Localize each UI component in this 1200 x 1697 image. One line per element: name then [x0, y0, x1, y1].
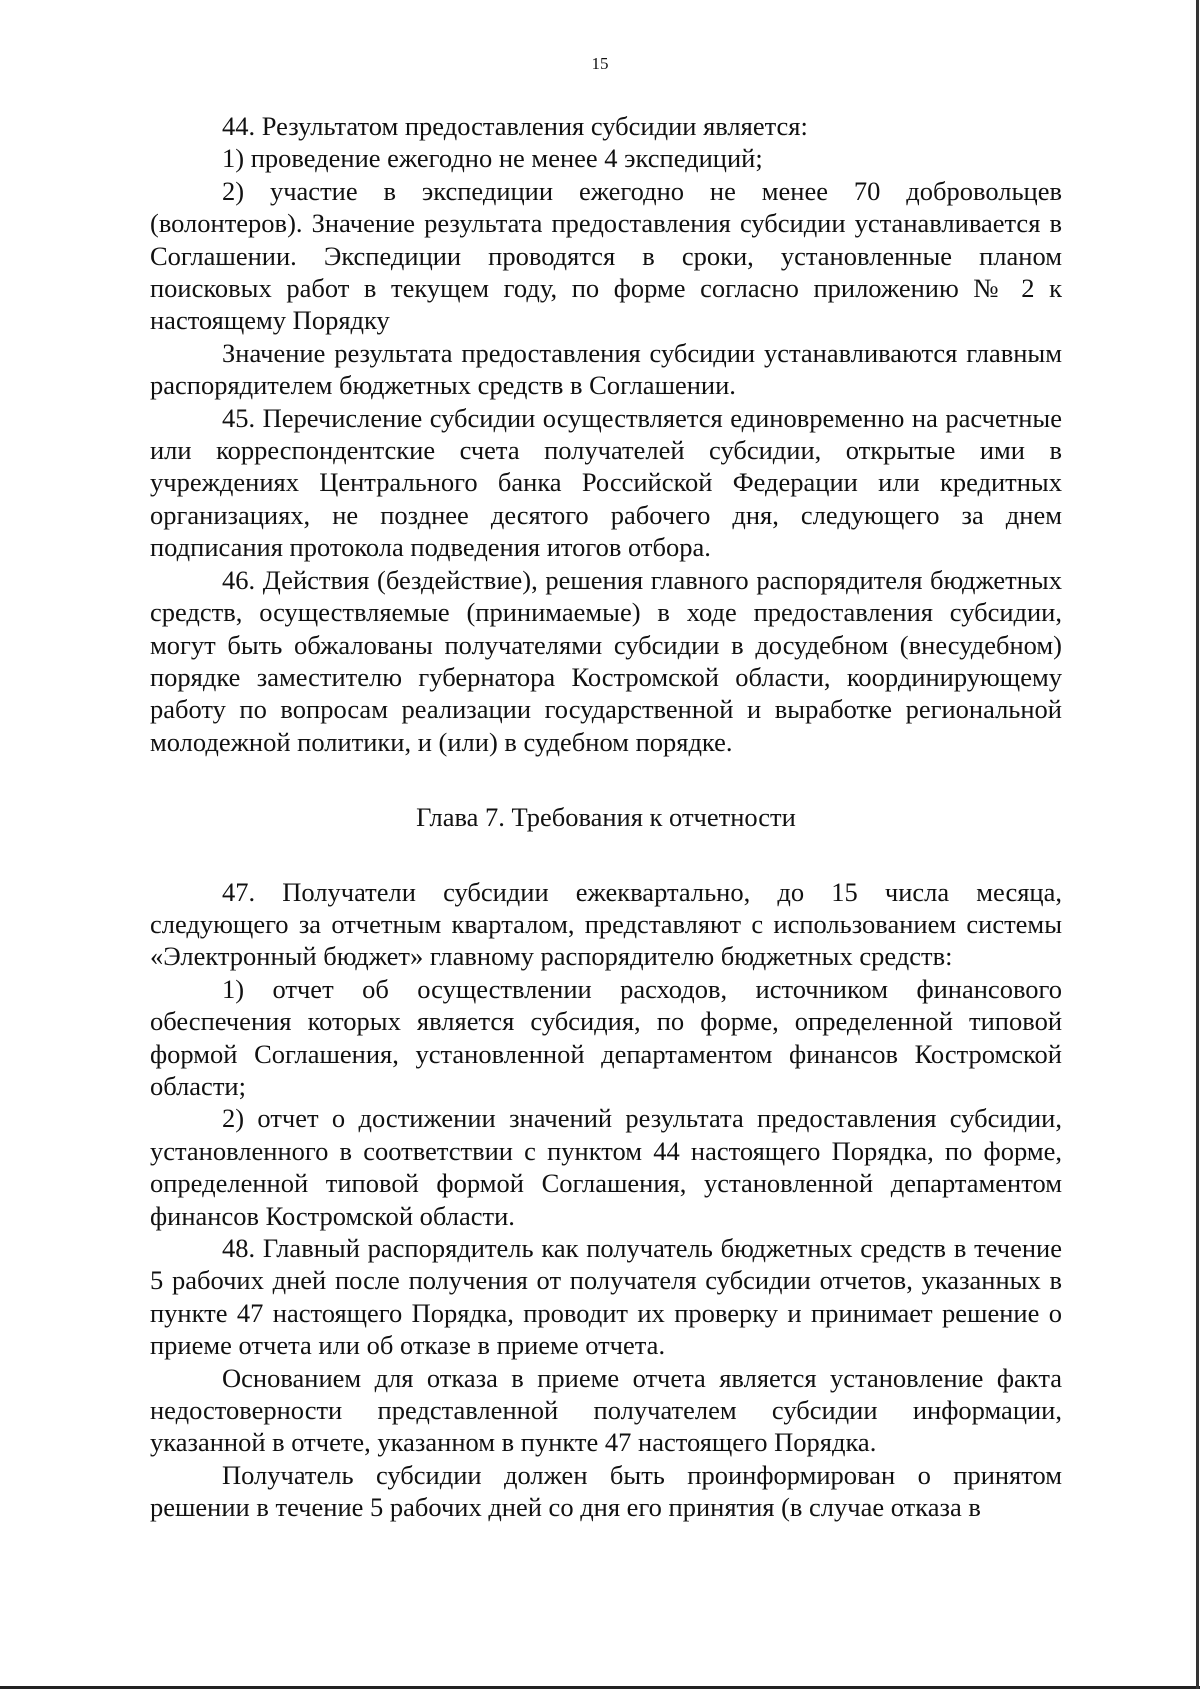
paragraph-44: 44. Результатом предоставления субсидии является:: [222, 111, 808, 141]
paragraph-45: 45. Перечисление субсидии осуществляется единовременно на расчетные или корреспондентские счета получателей субсидии, открытые ими в учреждениях Центрального банка Российской Федерации или кредитных организациях, не позднее десятого рабочего дня, следующего за днем подписания протокола подведения итогов отбора.: [150, 402, 1062, 563]
document-body: [150, 110, 1062, 1524]
paragraph-44-item-1: 1) проведение ежегодно не менее 4 экспедиций;: [222, 143, 763, 174]
scan-right-edge: [1196, 0, 1199, 1689]
paragraph-44-item-2: 2) участие в экспедиции ежегодно не менее 70 добровольцев (волонтеров). Значение результата предоставления субсидии устанавливается в Соглашении. Экспедиции проводятся в сроки, установленные планом поисковых работ в текущем году, по форме согласно приложению № 2 к настоящему Порядку: [150, 175, 1062, 336]
paragraph-47-item-1: 1) отчет об осуществлении расходов, источником финансового обеспечения которых является субсидия, по форме, определенной типовой формой Соглашения, установленной департаментом финансов Костромской области;: [150, 973, 1062, 1101]
paragraph-refusal-grounds: Основанием для отказа в приеме отчета является установление факта недостоверности представленной получателем субсидии информации, указанной в отчете, указанном в пункте 47 настоящего Порядка.: [150, 1362, 1062, 1458]
chapter-heading: Глава 7. Требования к отчетности: [416, 802, 796, 833]
scan-bottom-edge: [0, 1686, 1200, 1689]
paragraph-notification: Получатель субсидии должен быть проинформирован о принятом решении в течение 5 рабочих дней со дня его принятия (в случае отказа в: [150, 1459, 1062, 1523]
paragraph-47: 47. Получатели субсидии ежеквартально, до 15 числа месяца, следующего за отчетным кварталом, представляют с использованием системы «Электронный бюджет» главному распорядителю бюджетных средств:: [150, 876, 1062, 972]
paragraph-47-item-2: 2) отчет о достижении значений результата предоставления субсидии, установленного в соответствии с пунктом 44 настоящего Порядка, по форме, определенной типовой формой Соглашения, установленной департаментом финансов Костромской области.: [150, 1103, 1062, 1231]
page-number: 15: [591, 54, 609, 73]
paragraph-result-value: Значение результата предоставления субсидии устанавливаются главным распорядителем бюджетных средств в Соглашении.: [150, 337, 1062, 401]
paragraph-46: 46. Действия (бездействие), решения главного распорядителя бюджетных средств, осуществляемые (принимаемые) в ходе предоставления субсидии, могут быть обжалованы получателями субсидии в досудебном (внесудебном) порядке заместителю губернатора Костромской области, координирующему работу по вопросам реализации государственной и выработке региональной молодежной политики, и (или) в судебном порядке.: [150, 564, 1062, 757]
paragraph-48: 48. Главный распорядитель как получатель бюджетных средств в течение 5 рабочих дней после получения от получателя субсидии отчетов, указанных в пункте 47 настоящего Порядка, проводит их проверку и принимает решение о приеме отчета или об отказе в приеме отчета.: [150, 1233, 1062, 1361]
